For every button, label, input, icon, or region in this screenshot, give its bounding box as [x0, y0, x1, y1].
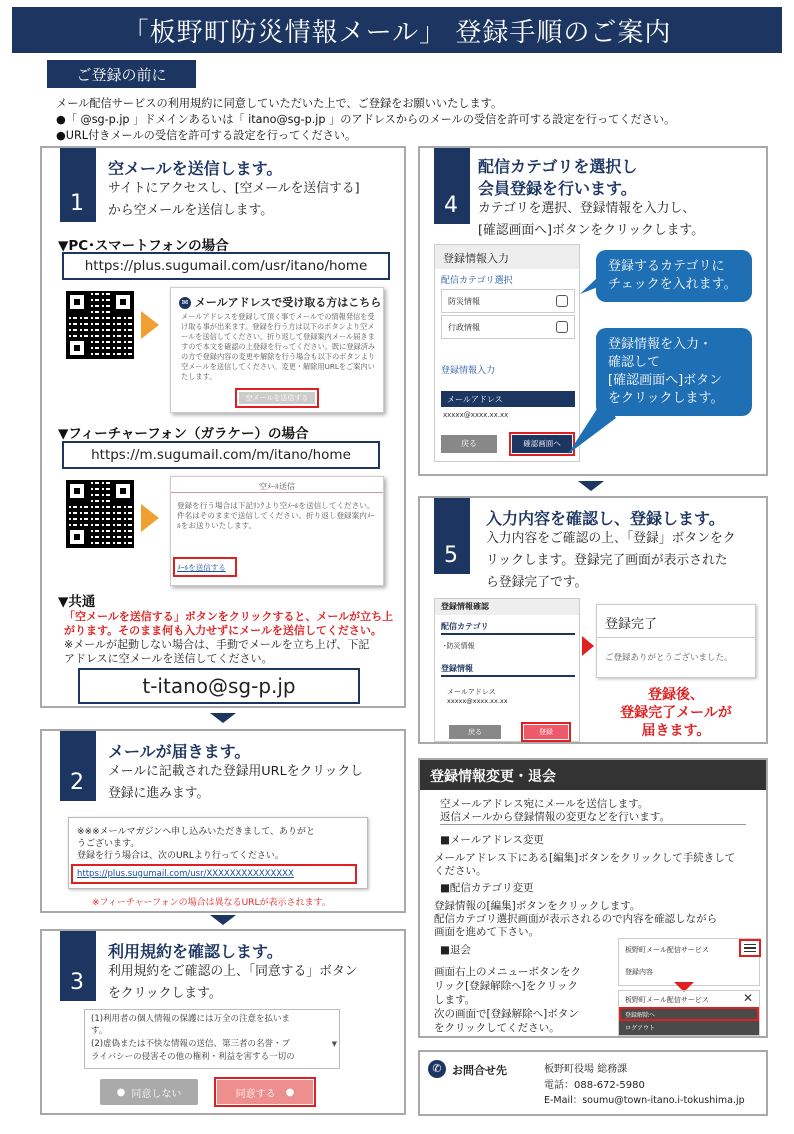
contact-tel: 電話：088-672-5980 [544, 1080, 645, 1091]
terms-line-4: ライバシーの侵害その他の権利・利益を害する一切の [91, 1052, 295, 1062]
pc-card-title: メールアドレスで受け取る方はこちら [194, 296, 382, 309]
complete-message: ご登録ありがとうございました。 [605, 653, 733, 663]
category-2-checkbox[interactable] [556, 321, 568, 333]
email-field[interactable]: xxxxx@xxxx.xx.xx [443, 411, 509, 419]
pc-qr-code [66, 291, 134, 359]
step5-text-2: リックします。登録完了画面が表示された [486, 553, 728, 568]
form-title: 登録情報入力 [435, 245, 579, 269]
mail-line-3: 登録を行う場合は、次のURLより行ってください。 [77, 851, 284, 861]
terms-text-box[interactable] [84, 1009, 340, 1069]
confirm-category-label: 配信カテゴリ [441, 622, 489, 631]
common-heading: ▼共通 [58, 594, 96, 610]
info-label: 登録情報入力 [441, 366, 496, 376]
unregister-menu-item[interactable]: 登録解除へ [619, 1007, 759, 1021]
step5-heading: 入力内容を確認し、登録します。 [486, 509, 725, 528]
confirm-title: 登録情報確認 [435, 599, 579, 615]
change-p3a: 画面右上のメニューボタンをク [434, 966, 581, 978]
terms-line-3: (2)虚偽または不快な情報の送信、第三者の名誉・プ [91, 1039, 291, 1049]
step1-panel [40, 146, 406, 708]
pc-send-button[interactable]: 空メールを送信する [239, 392, 315, 404]
menu-screen-2 [618, 990, 760, 1036]
step3-number: 3 [60, 931, 96, 1001]
menu-service-title: 板野町メール配信サービス [625, 946, 709, 954]
step5-red-1: 登録後、 [648, 687, 704, 703]
agree-button-highlight [214, 1077, 316, 1107]
registration-url-link[interactable]: https://plus.sugumail.com/usr/XXXXXXXXXXXXXXX [71, 864, 357, 884]
change-p1a: メールアドレス下にある[編集]ボタンをクリックして手続きして [434, 852, 736, 864]
complete-title: 登録完了 [605, 617, 658, 632]
contact-panel [418, 1050, 768, 1116]
confirm-screen [434, 598, 580, 742]
disagree-label: 同意しない [131, 1088, 182, 1100]
change-h2: ■配信カテゴリ変更 [440, 882, 534, 894]
step1-heading: 空メールを送信します。 [108, 159, 283, 178]
fp-card-body: 登録を行う場合は下記ﾘﾝｸより空ﾒｰﾙを送信してください。件名はそのままで送信してください。折り返し登録案内ﾒｰﾙをお送りいたします。 [177, 501, 375, 530]
menu-screen-1 [618, 938, 760, 986]
mail-preview [68, 817, 368, 889]
divider [441, 675, 575, 677]
orange-arrow-icon [141, 504, 159, 532]
pre-line-3: ●URL付きメールの受信を許可する設定を行ってください。 [56, 129, 357, 142]
step2-text-2: 登録に進みます。 [108, 786, 210, 801]
change-p2a: 登録情報の[編集]ボタンをクリックします。 [434, 900, 641, 912]
change-p3c: します。 [434, 994, 476, 1006]
change-p2c: 画面を進めて下さい。 [434, 926, 539, 938]
step3-text-2: をクリックします。 [108, 986, 222, 1001]
agree-button[interactable] [217, 1080, 313, 1104]
category-2-label: 行政情報 [448, 323, 480, 332]
page-title: 「板野町防災情報メール」 登録手順のご案内 [12, 7, 782, 53]
step5-red-3: 届きます。 [641, 723, 711, 739]
disagree-button[interactable] [100, 1079, 198, 1105]
orange-arrow-icon [141, 311, 159, 339]
fp-send-link[interactable]: ﾒｰﾙを送信する [173, 557, 237, 577]
right-arrow-icon [582, 636, 594, 656]
step1-text-1: サイトにアクセスし、[空メールを送信する] [108, 181, 360, 196]
confirm-back-button[interactable]: 戻る [449, 725, 501, 739]
empty-mail-address[interactable]: t-itano@sg-p.jp [78, 668, 360, 704]
close-icon[interactable]: ✕ [743, 991, 754, 1005]
phone-icon: ✆ [428, 1060, 446, 1078]
fp-card-title: 空ﾒｰﾙ送信 [171, 481, 383, 493]
change-intro-2: 返信メールから登録情報の変更などを行います。 [440, 811, 670, 823]
pc-send-button-highlight [235, 388, 319, 408]
pc-card [170, 287, 384, 413]
down-arrow-icon [578, 481, 604, 491]
divider [440, 824, 746, 825]
change-p3b: リック[登録解除へ]をクリック [434, 980, 578, 992]
radio-icon: ● [285, 1086, 295, 1098]
fp-heading: ▼フィーチャーフォン（ガラケー）の場合 [58, 426, 309, 442]
down-arrow-icon [210, 915, 236, 925]
mail-line-1: ※※※メールマガジンへ申し込みいただきまして、ありがと [77, 827, 316, 837]
agree-label: 同意する [235, 1088, 276, 1100]
contact-label: お問合せ先 [452, 1064, 507, 1077]
divider [441, 633, 575, 635]
contact-org: 板野町役場 総務課 [544, 1064, 628, 1075]
change-p3d: 次の画面で[登録解除へ]ボタン [434, 1008, 579, 1020]
logout-menu-item[interactable]: ログアウト [619, 1021, 759, 1035]
change-title: 登録情報変更・退会 [420, 760, 766, 790]
hamburger-menu-icon[interactable] [739, 939, 761, 957]
terms-line-2: す。 [91, 1026, 108, 1036]
common-note-1: ※メールが起動しない場合は、手動でメールを立ち上げ、下記 [64, 638, 370, 651]
category-label: 配信カテゴリ選択 [441, 276, 513, 286]
scroll-down-icon[interactable]: ▼ [331, 1040, 337, 1048]
step4-text-2: [確認画面へ]ボタンをクリックします。 [478, 223, 704, 238]
change-p1b: ください。 [434, 865, 487, 877]
confirm-category-value: ･防災情報 [443, 642, 475, 650]
menu-service-title-2: 板野町メール配信サービス [625, 996, 709, 1004]
category-1-label: 防災情報 [448, 297, 480, 306]
contact-email[interactable]: E-Mail：soumu@town-itano.i-tokushima.jp [544, 1095, 745, 1106]
pre-line-2: ●「 @sg-p.jp 」ドメインあるいは「 itano@sg-p.jp 」のアドレスからのメールの受信を許可する設定を行ってください。 [56, 113, 676, 126]
step5-number: 5 [434, 498, 470, 574]
step4-heading-1: 配信カテゴリを選択し [478, 157, 638, 176]
category-row-1[interactable] [441, 289, 575, 313]
step4-text-1: カテゴリを選択、登録情報を入力し、 [478, 201, 696, 216]
change-h3: ■退会 [440, 944, 471, 956]
pre-section-label: ご登録の前に [47, 60, 196, 88]
pc-url[interactable]: https://plus.sugumail.com/usr/itano/home [62, 252, 390, 280]
step2-note: ※フィーチャーフォンの場合は異なるURLが表示されます。 [92, 898, 331, 908]
bubble-confirm: 登録情報を入力・ 確認して [確認画面へ]ボタン をクリックします。 [596, 328, 752, 416]
step3-panel [40, 929, 406, 1115]
confirm-info-label: 登録情報 [441, 664, 473, 673]
step5-text-3: ら登録完了です。 [486, 575, 588, 590]
step4-panel [418, 146, 768, 476]
step5-text-1: 入力内容をご確認の上、「登録」ボタンをク [486, 531, 736, 546]
step4-heading-2: 会員登録を行います。 [478, 179, 637, 198]
registration-form [434, 244, 580, 462]
step3-text-1: 利用規約をご確認の上、「同意する」ボタン [108, 964, 358, 979]
mail-line-2: うございます。 [77, 839, 140, 849]
step5-red-2: 登録完了メールが [620, 705, 732, 721]
step2-heading: メールが届きます。 [108, 742, 251, 761]
change-p2b: 配信カテゴリ選択画面が表示されるので内容を確認しながら [434, 913, 718, 925]
pc-card-body: メールアドレスを登録して頂く事でメールでの情報発信を受け取る事が出来ます。登録を行う方は以下のボタンより空メールを送信してください。折り返して登録案内メール届きますので本文を確認の上登録を行ってください。既に登録済みの方で登録内容の変更や解除を行う場合も以下のボタンより空メールを送信してください。変更・解除用URLをご案内いたします。 [181, 312, 376, 381]
common-note-2: アドレスに空メールを送信してください。 [64, 652, 273, 665]
step5-panel [418, 496, 768, 744]
common-red-line-2: がります。そのまま何も入力せずにメールを送信してください。 [64, 624, 382, 637]
step2-text-1: メールに記載された登録用URLをクリックし [108, 764, 363, 779]
back-button[interactable]: 戻る [441, 435, 497, 453]
step2-number: 2 [60, 731, 96, 801]
register-button-highlight [521, 722, 571, 742]
step1-number: 1 [60, 148, 96, 222]
step3-heading: 利用規約を確認します。 [108, 942, 283, 961]
change-intro-1: 空メールアドレス宛にメールを送信します。 [440, 798, 649, 810]
down-arrow-icon [210, 713, 236, 723]
bubble-pointer-2 [560, 388, 620, 458]
change-h1: ■メールアドレス変更 [440, 834, 544, 846]
category-row-2[interactable] [441, 315, 575, 339]
step1-text-2: から空メールを送信します。 [108, 203, 274, 218]
divider [597, 637, 755, 638]
email-field-label: メールアドレス [441, 391, 575, 407]
fp-qr-code [66, 480, 134, 548]
step2-panel [40, 729, 406, 913]
confirm-button[interactable]: 確認画面へ [512, 435, 572, 453]
fp-url[interactable]: https://m.sugumail.com/m/itano/home [62, 441, 380, 469]
menu-content-label: 登録内容 [625, 968, 653, 976]
change-panel [418, 758, 768, 1038]
register-button[interactable]: 登録 [524, 725, 568, 739]
bubble-category: 登録するカテゴリに チェックを入れます。 [596, 250, 752, 302]
radio-icon: ● [116, 1086, 126, 1098]
terms-line-1: (1)利用者の個人情報の保護には万全の注意を払いま [91, 1014, 291, 1024]
confirm-email-label: メールアドレス [447, 688, 496, 696]
change-p3e: をクリックしてください。 [434, 1022, 560, 1034]
common-red-line-1: 「空メールを送信する」ボタンをクリックすると、メールが立ち上 [64, 610, 394, 623]
fp-card [170, 476, 384, 586]
category-1-checkbox[interactable] [556, 295, 568, 307]
confirm-email-value: xxxxx@xxxx.xx.xx [447, 697, 508, 705]
pc-heading: ▼PC･スマートフォンの場合 [58, 238, 229, 254]
complete-screen [596, 604, 756, 678]
pre-line-1: メール配信サービスの利用規約に同意していただいた上で、ご登録をお願いいたします。 [56, 97, 503, 110]
mail-icon: ✉ [179, 297, 191, 309]
step4-number: 4 [434, 148, 470, 224]
